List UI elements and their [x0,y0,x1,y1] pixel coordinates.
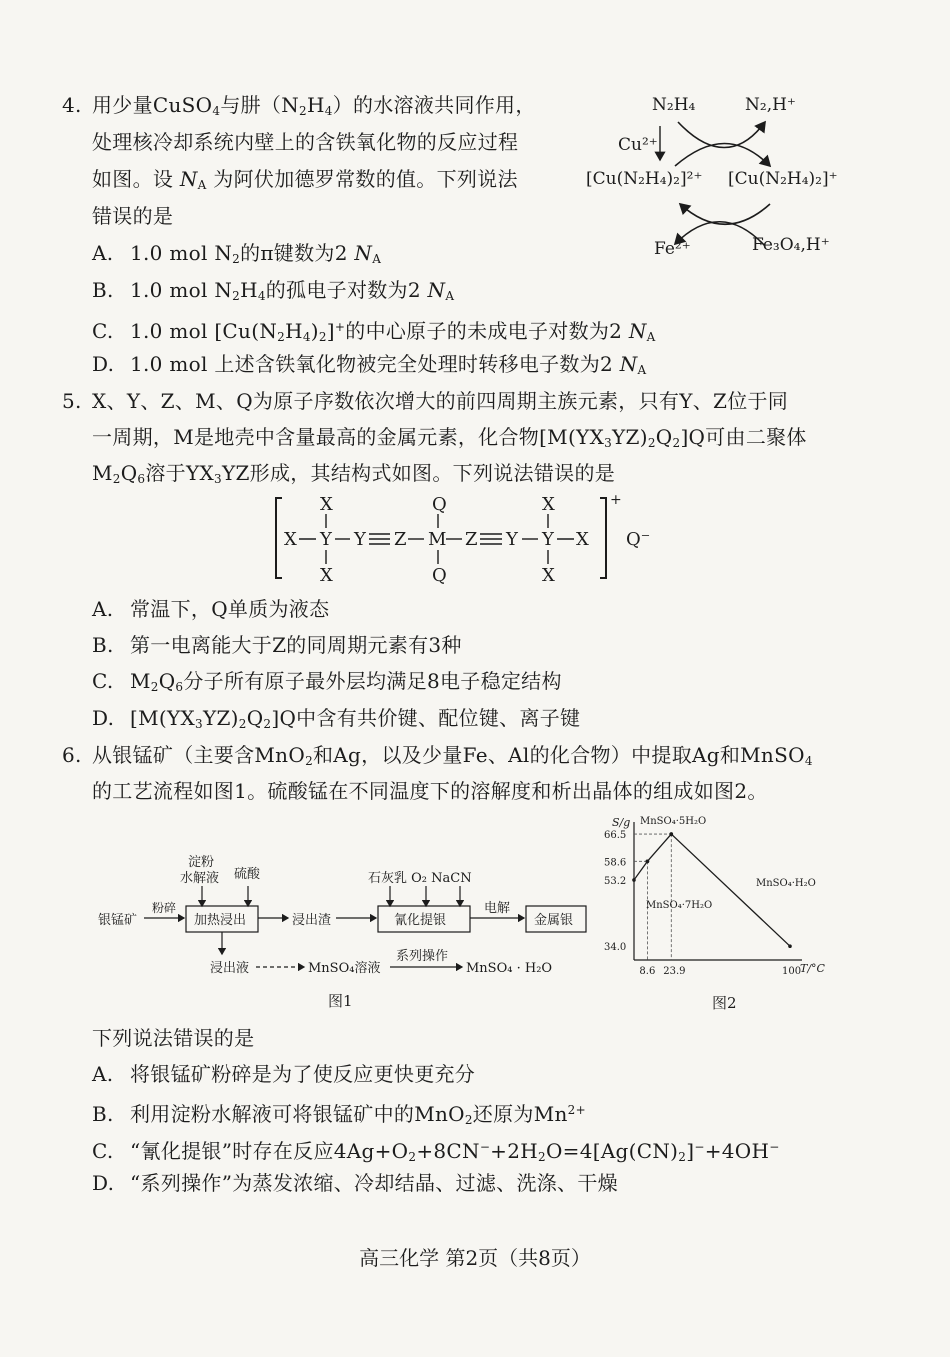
chart-y-tick-0: 34.0 [604,942,627,954]
q5-bottom-atom-1: X [320,565,333,586]
flow-electrolysis-label: 电解 [484,901,511,916]
q6-option-d: D. “系列操作”为蒸发浓缩、冷却结晶、过滤、洗涤、干燥 [92,1171,618,1195]
flow-reagents-3: 石灰乳 O₂ NaCN [368,871,472,886]
chart-ylabel: S/g [612,816,631,829]
q5-chain-atom-4: Z [394,529,407,550]
q4-option-a: A. 1.0 mol $N_2$的π键数为2 $N_A$ [92,241,382,266]
chart-y-tick-2: 58.6 [604,857,627,869]
q5-chain-atom-8: Y [542,529,554,550]
flow-box-leach-label: 加热浸出 [194,913,247,928]
flow-crush-label: 粉碎 [152,901,177,915]
q5-stem-line1: 5. X、Y、Z、M、Q为原子序数依次增大的前四周期主族元素，只有Y、Z位于同 [62,389,789,413]
q4-option-b: B. 1.0 mol $N_2H_4$的孤电子对数为2 $N_A$ [92,278,455,303]
q6-option-c: C. “氰化提银”时存在反应$4Ag+O_2+8CN^-+2H_2O=4[Ag(CN)_2]^-+4OH^-$ [92,1139,780,1164]
q5-left-bracket [276,498,282,578]
q5-charge: + [610,492,622,508]
flow-series-op-label: 系列操作 [396,949,449,964]
q4-label-fe2: Fe²⁺ [654,239,691,259]
q4-cycle-diagram [580,86,870,266]
q6-option-a: A. 将银锰矿粉碎是为了使反应更快更充分 [92,1062,476,1086]
q4-arrow-bottom-back [680,204,770,224]
q4-stem-line4: 错误的是 [92,204,174,228]
q5-option-b: B. 第一电离能大于Z的同周期元素有3种 [92,633,462,657]
chart-caption: 图2 [712,994,737,1012]
chart-x-tick-2: 100 [782,966,802,977]
flow-reagent-acid: 硫酸 [234,867,261,882]
q6-solubility-chart [600,812,850,1017]
flow-leachate: 浸出液 [210,961,250,976]
page-footer: 高三化学 第2页（共8页） [359,1246,591,1270]
chart-series-label-1: MnSO₄·7H₂O [646,900,713,911]
q4-label-n2h: N₂,H⁺ [745,95,796,115]
q4-label-cu-complex-1: [Cu(N₂H₄)₂]⁺ [728,169,838,189]
q4-label-fe3o4: Fe₃O₄,H⁺ [752,235,830,255]
flow-box-cyanide-label: 氰化提银 [394,913,447,928]
q5-option-a: A. 常温下，Q单质为液态 [92,597,330,621]
q4-label-n2h4: N₂H₄ [652,95,696,115]
flow-caption: 图1 [328,992,353,1010]
chart-y-tick-1: 53.2 [604,875,627,887]
q5-bottom-atom-3: X [542,565,555,586]
chart-xlabel: T/°C [800,962,825,975]
q5-option-c: C. $M_2Q_6$分子所有原子最外层均满足8电子稳定结构 [92,669,562,694]
q4-stem-line1: 4. 用少量CuSO$_4$与肼$(N_2H_4)$的水溶液共同作用， [62,93,536,118]
q4-option-d: D. 1.0 mol 上述含铁氧化物被完全处理时转移电子数为2 $N_A$ [92,352,647,377]
q5-chain-atom-3: Y [354,529,366,550]
q5-top-atom-3: X [542,494,555,515]
chart-x-tick-1: 23.9 [663,966,686,977]
q4-stem-line2: 处理核冷却系统内壁上的含铁氧化物的反应过程 [92,130,519,154]
q6-option-b: B. 利用淀粉水解液可将银锰矿中的MnO$_2$还原为$Mn^{2+}$ [92,1102,586,1127]
q5-structure-formula [268,490,668,590]
q5-chain-atom-1: X [284,529,297,550]
q5-chain-atom-6: Z [465,529,478,550]
q4-stem-line3: 如图。设 $N_A$ 为阿伏加德罗常数的值。下列说法 [92,167,518,192]
flow-product: MnSO₄ · H₂O [466,961,553,976]
chart-series-2 [671,834,790,946]
q4-label-cu-complex-2: [Cu(N₂H₄)₂]²⁺ [586,169,703,189]
q5-top-atom-1: X [320,494,333,515]
q4-option-c: C. 1.0 mol $[Cu(N_2H_4)_2]^+$的中心原子的未成电子对数为2 $N_A$ [92,319,656,344]
chart-series-0 [634,861,647,880]
q6-stem-line2: 的工艺流程如图1。硫酸锰在不同温度下的溶解度和析出晶体的组成如图2。 [92,779,768,803]
q5-chain-atom-2: Y [320,529,332,550]
flow-residue: 浸出渣 [292,913,332,928]
q5-right-bracket [600,498,606,578]
q5-chain-atom-5: M [428,529,447,550]
chart-point-2-1 [788,944,792,948]
chart-series-label-0: MnSO₄·5H₂O [640,816,707,827]
chart-series-1 [647,834,671,861]
chart-point-1-0 [646,860,650,864]
q5-chain-atom-7: Y [506,529,518,550]
q6-flowchart [92,850,602,1015]
q5-chain-atom-9: X [576,529,589,550]
flow-solution: MnSO₄溶液 [308,961,381,976]
flow-box-silver-label: 金属银 [534,913,574,928]
q6-stem2: 下列说法错误的是 [92,1026,255,1050]
flow-start-ore: 银锰矿 [98,913,138,928]
chart-point-2-0 [669,832,673,836]
chart-x-tick-0: 8.6 [639,966,656,977]
chart-y-tick-3: 66.5 [604,830,627,842]
q6-stem-line1: 6. 从银锰矿（主要含MnO$_2$和Ag，以及少量Fe、Al的化合物）中提取Ag和MnSO$_4$ [62,743,813,768]
q5-stem-line2: 一周期，M是地壳中含量最高的金属元素，化合物$[M(YX_3YZ)_2Q_2]Q$可由二聚体 [92,425,807,450]
q5-stem-line3: $M_2Q_6$溶于$YX_3YZ$形成，其结构式如图。下列说法错误的是 [92,461,616,486]
q5-bottom-atom-2: Q [432,565,447,586]
flow-reagent-starch: 淀粉 [188,855,215,870]
chart-point-0-0 [632,878,636,882]
q5-option-d: D. $[M(YX_3YZ)_2Q_2]Q$中含有共价键、配位键、离子键 [92,706,581,731]
q4-label-cu2: Cu²⁺ [618,135,658,155]
q5-anion: Q⁻ [626,529,651,550]
chart-series-label-2: MnSO₄·H₂O [756,878,816,889]
q5-top-atom-2: Q [432,494,447,515]
flow-reagent-hydrolysate: 水解液 [180,871,220,886]
